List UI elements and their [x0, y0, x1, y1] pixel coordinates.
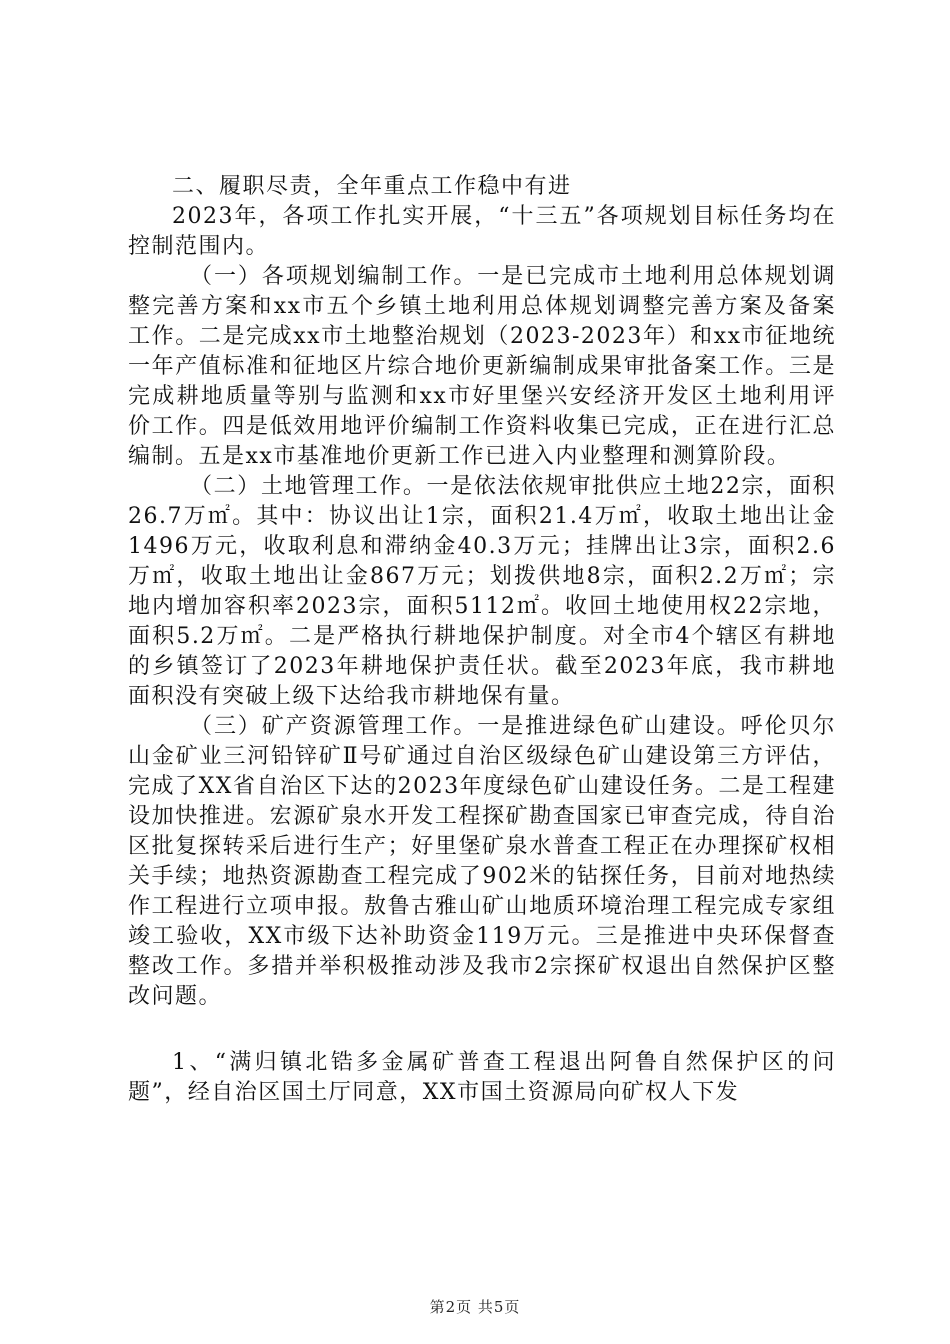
- paragraph-land-management: （二）土地管理工作。一是依法依规审批供应土地22宗，面积26.7万㎡。其中：协议出让1宗，面积21.4万㎡，收取土地出让金1496万元，收取利息和滞纳金40.3万元；挂牌出让3宗，面积2.6万㎡，收取土地出让金867万元；划拨供地8宗，面积2.2万㎡；宗地内增加容积率2023宗，面积5112㎡。收回土地使用权22宗地，面积5.2万㎡。二是严格执行耕地保护制度。对全市4个辖区有耕地的乡镇签订了2023年耕地保护责任状。截至2023年底，我市耕地面积没有突破上级下达给我市耕地保有量。: [128, 474, 836, 709]
- paragraph-item-1: 1、“满归镇北锆多金属矿普查工程退出阿鲁自然保护区的问题”，经自治区国土厅同意，XX市国土资源局向矿权人下发: [128, 1050, 836, 1105]
- paragraph-mineral-resources: （三）矿产资源管理工作。一是推进绿色矿山建设。呼伦贝尔山金矿业三河铅锌矿Ⅱ号矿通过自治区级绿色矿山建设第三方评估，完成了XX省自治区下达的2023年度绿色矿山建设任务。二是工程建设加快推进。宏源矿泉水开发工程探矿勘查国家已审查完成，待自治区批复探转采后进行生产；好里堡矿泉水普查工程正在办理探矿权相关手续；地热资源勘查工程完成了902米的钻探任务，目前对地热续作工程进行立项申报。敖鲁古雅山矿山地质环境治理工程完成专家组竣工验收，XX市级下达补助资金119万元。三是推进中央环保督查整改工作。多措并举积极推动涉及我市2宗探矿权退出自然保护区整改问题。: [128, 714, 836, 1009]
- intro-paragraph: 2023年，各项工作扎实开展，“十三五”各项规划目标任务均在控制范围内。: [128, 204, 836, 259]
- section-heading: 二、履职尽责，全年重点工作稳中有进: [172, 174, 572, 199]
- page-footer: 第2页 共5页: [429, 1298, 521, 1316]
- document-body: [128, 172, 836, 1108]
- paragraph-planning: （一）各项规划编制工作。一是已完成市土地利用总体规划调整完善方案和xx市五个乡镇土地利用总体规划调整完善方案及备案工作。二是完成xx市土地整治规划（2023-2023年）和xx市征地统一年产值标准和征地区片综合地价更新编制成果审批备案工作。三是完成耕地质量等别与监测和xx市好里堡兴安经济开发区土地利用评价工作。四是低效用地评价编制工作资料收集已完成，正在进行汇总编制。五是xx市基准地价更新工作已进入内业整理和测算阶段。: [128, 264, 836, 469]
